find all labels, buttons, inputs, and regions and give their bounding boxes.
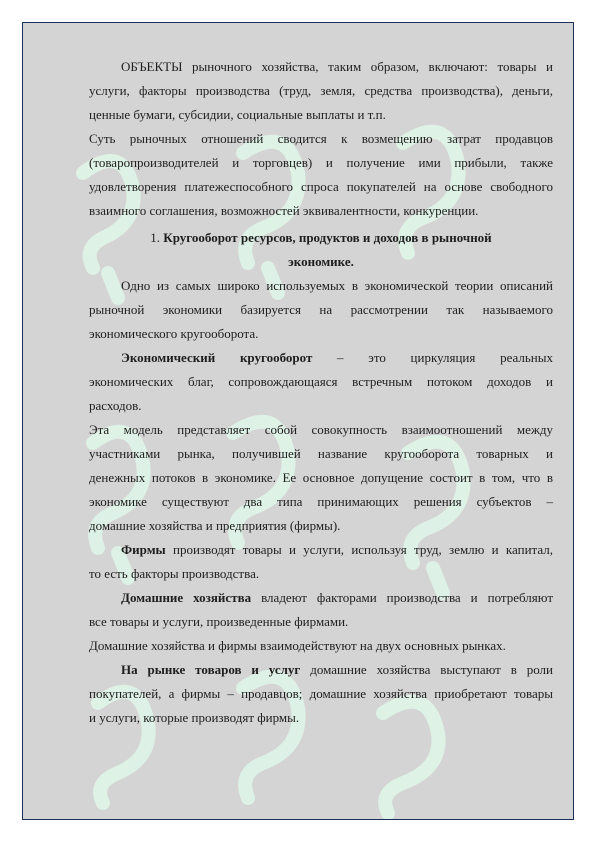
firms-rest: производят товары и услуги, используя труд, землю и капитал, <box>165 542 553 557</box>
paragraph-model-line-4: экономике существуют два типа принимающих решения субъектов – <box>89 494 553 509</box>
paragraph-goods-market-line-1 <box>89 658 553 682</box>
paragraph-model-line-5: домашние хозяйства и предприятия (фирмы). <box>89 518 341 533</box>
households-rest: владеют факторами производства и потребляют <box>251 590 553 605</box>
paragraph-firms-line-2: то есть факторы производства. <box>89 566 260 581</box>
section-heading <box>89 226 553 274</box>
document-content <box>89 55 553 730</box>
paragraph-description-line-2: рыночной экономики базируется на рассмотрении так называемого <box>89 302 553 317</box>
paragraph-objects-line-2: услуги, факторы производства (труд, земля, средства производства), деньги, <box>89 83 553 98</box>
paragraph-goods-market-line-3: и услуги, которые производят фирмы. <box>89 710 300 725</box>
paragraph-objects-line-1: ОБЪЕКТЫ рыночного хозяйства, таким образом, включают: товары и <box>121 59 553 74</box>
paragraph-definition-line-3: расходов. <box>89 398 142 413</box>
document-page <box>22 22 574 820</box>
paragraph-essence-line-4: взаимного соглашения, возможностей эквивалентности, конкуренции. <box>89 203 479 218</box>
section-heading-line-2: экономике. <box>288 254 354 269</box>
paragraph-goods-market-line-2: покупателей, а фирмы – продавцов; домашние хозяйства приобретают товары <box>89 686 553 701</box>
term-firms: Фирмы <box>121 542 166 557</box>
goods-market-rest: домашние хозяйства выступают в роли <box>300 662 553 677</box>
paragraph-description-line-3: экономического кругооборота. <box>89 326 259 341</box>
paragraph-households-line-1 <box>89 586 553 610</box>
section-heading-line-1: Кругооборот ресурсов, продуктов и доходов в рыночной <box>163 230 492 245</box>
paragraph-markets: Домашние хозяйства и фирмы взаимодействуют на двух основных рынках. <box>89 638 506 653</box>
section-heading-number: 1. <box>150 230 161 245</box>
paragraph-description-line-1: Одно из самых широко используемых в экономической теории описаний <box>121 278 553 293</box>
paragraph-definition-line-1 <box>89 346 553 370</box>
paragraph-objects-line-3: ценные бумаги, субсидии, социальные выплаты и т.п. <box>89 107 386 122</box>
term-goods-market: На рынке товаров и услуг <box>121 662 301 677</box>
term-economic: Экономический <box>121 350 216 365</box>
term-circulation: кругооборот <box>239 350 313 365</box>
paragraph-firms-line-1 <box>89 538 553 562</box>
paragraph-essence-line-2: (товаропроизводителей и торговцев) и получение ими прибыли, также <box>89 155 553 170</box>
paragraph-model-line-3: денежных потоков в экономике. Ее основное допущение состоит в том, что в <box>89 470 553 485</box>
definition-rest: – это циркуляция реальных <box>337 350 553 365</box>
paragraph-definition-line-2: экономических благ, сопровождающаяся встречным потоком доходов и <box>89 374 553 389</box>
paragraph-households-line-2: все товары и услуги, произведенные фирмами. <box>89 614 349 629</box>
paragraph-model-line-2: участниками рынка, получившей название кругооборота товарных и <box>89 446 553 461</box>
term-households: Домашние хозяйства <box>121 590 252 605</box>
paragraph-essence-line-1: Суть рыночных отношений сводится к возмещению затрат продавцов <box>89 131 553 146</box>
paragraph-model-line-1: Эта модель представляет собой совокупность взаимоотношений между <box>89 422 553 437</box>
paragraph-essence-line-3: удовлетворения платежеспособного спроса покупателей на основе свободного <box>89 179 553 194</box>
